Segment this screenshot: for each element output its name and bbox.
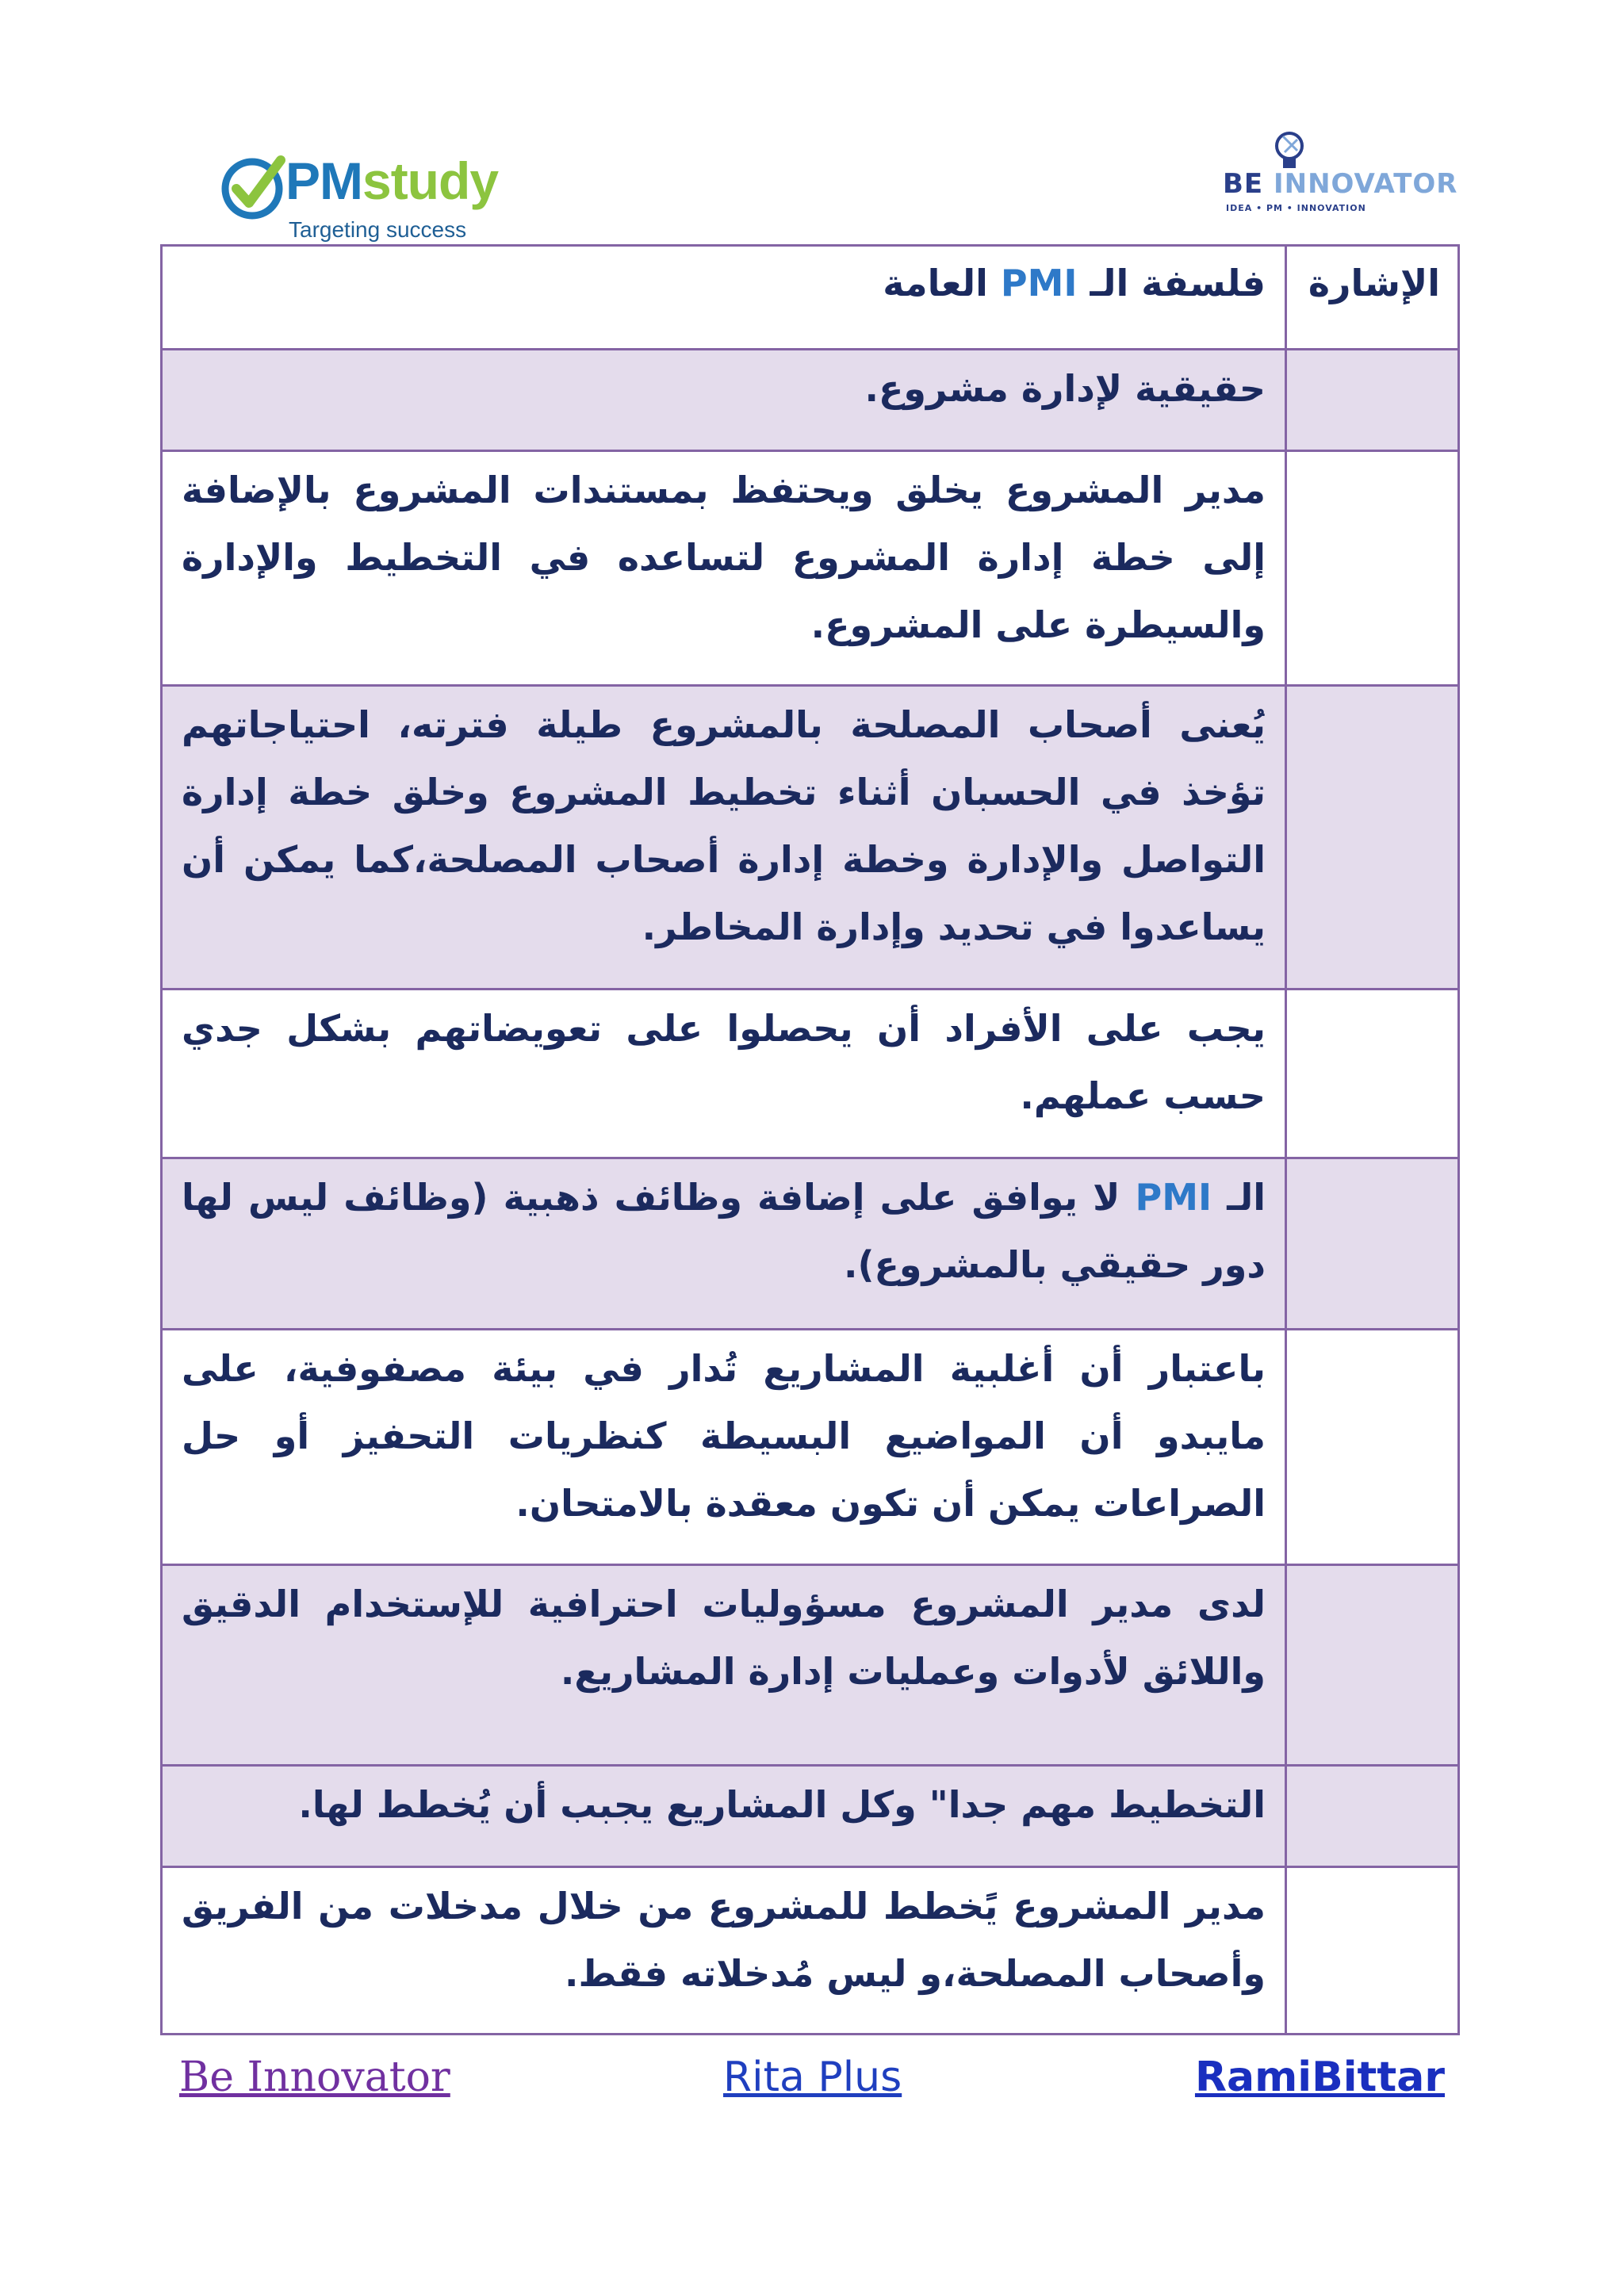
be-innovator-logo <box>1220 130 1458 217</box>
rita-plus-link[interactable]: Rita Plus <box>723 2054 902 2101</box>
mark-cell[interactable] <box>1286 451 1459 686</box>
be-innovator-wordmark <box>1223 168 1458 200</box>
content-cell <box>162 1330 1286 1565</box>
mark-cell[interactable] <box>1286 686 1459 990</box>
table-row <box>162 1766 1459 1867</box>
pmstudy-name-study: study <box>362 151 499 210</box>
row-text: يجب على الأفراد أن يحصلوا على تعويضاتهم بشكل جدي حسب عملهم. <box>182 1007 1266 1117</box>
row-text: يُعنى أصحاب المصلحة بالمشروع طيلة فترته، احتياجاتهم تؤخذ في الحسبان أثناء تخطيط المشروع وخلق خطة إدارة التواصل والإدارة وخطة إدارة أصحاب المصلحة،كما يمكن أن يساعدوا في تحديد وإدارة المخاطر. <box>182 703 1266 948</box>
table-row <box>162 686 1459 990</box>
row-text: باعتبار أن أغلبية المشاريع تُدار في بيئة مصفوفية، على مايبدو أن المواضيع البسيطة كنظريات التحفيز أو حل الصراعات يمكن أن تكون معقدة بالامتحان. <box>182 1347 1266 1525</box>
table-row <box>162 1158 1459 1330</box>
row-text: مدير المشروع يًخطط للمشروع من خلال مدخلات من الفريق وأصحاب المصلحة،و ليس مُدخلاته فقط. <box>182 1885 1266 1995</box>
row-text <box>163 1159 1285 1310</box>
header-title-prefix: فلسفة الـ <box>1077 262 1266 304</box>
row-text: التخطيط مهم جدا" وكل المشاريع يجبب أن يُخطط لها. <box>298 1783 1266 1826</box>
row-text: لدى مدير المشروع مسؤوليات احترافية للإستخدام الدقيق واللائق لأدوات وعمليات إدارة المشاريع. <box>182 1583 1266 1693</box>
table-row <box>162 1867 1459 2035</box>
mark-cell[interactable] <box>1286 1867 1459 2035</box>
mark-cell[interactable] <box>1286 350 1459 451</box>
pmi-label: PMI <box>1135 1176 1212 1219</box>
header-title <box>163 247 1285 328</box>
innovator-word: INNOVATOR <box>1273 168 1458 200</box>
content-cell <box>162 686 1286 990</box>
table-row <box>162 451 1459 686</box>
header-mark-cell <box>1286 246 1459 350</box>
be-innovator-tagline: IDEA • PM • INNOVATION <box>1226 203 1366 213</box>
table-row <box>162 350 1459 451</box>
header-title-suffix: العامة <box>883 262 1001 304</box>
row-text: حقيقية لإدارة مشروع. <box>864 367 1266 410</box>
pmstudy-name-pm: PM <box>285 151 362 210</box>
mark-cell[interactable] <box>1286 1330 1459 1565</box>
pmstudy-logo <box>219 147 536 243</box>
content-cell <box>162 451 1286 686</box>
mark-cell[interactable] <box>1286 1565 1459 1766</box>
be-word: BE <box>1223 168 1274 200</box>
mark-cell[interactable] <box>1286 1766 1459 1867</box>
mark-cell[interactable] <box>1286 990 1459 1158</box>
content-cell <box>162 990 1286 1158</box>
page-footer <box>0 2054 1624 2117</box>
pmi-label: PMI <box>1000 262 1078 304</box>
content-cell <box>162 1766 1286 1867</box>
table-row <box>162 1565 1459 1766</box>
table-header-row <box>162 246 1459 350</box>
page-header <box>0 0 1624 246</box>
pmstudy-tagline: Targeting success <box>289 217 467 242</box>
mark-cell[interactable] <box>1286 1158 1459 1330</box>
header-mark-label: الإشارة <box>1308 262 1440 304</box>
header-content-cell <box>162 246 1286 350</box>
content-cell <box>162 1158 1286 1330</box>
rami-bittar-link[interactable]: RamiBittar <box>1194 2054 1445 2101</box>
table-row <box>162 1330 1459 1565</box>
content-cell <box>162 1867 1286 2035</box>
table-row <box>162 990 1459 1158</box>
content-cell <box>162 350 1286 451</box>
row-text: مدير المشروع يخلق ويحتفظ بمستندات المشروع بالإضافة إلى خطة إدارة المشروع لتساعده في التخطيط والإدارة والسيطرة على المشروع. <box>182 469 1266 646</box>
content-cell <box>162 1565 1286 1766</box>
row-prefix: الـ <box>1212 1176 1266 1219</box>
pmstudy-wordmark <box>285 151 498 211</box>
be-innovator-link[interactable]: Be Innovator <box>179 2054 450 2101</box>
philosophy-table <box>160 244 1460 2035</box>
pmstudy-check-icon <box>219 152 289 222</box>
row-text-rest: لا يوافق على إضافة وظائف ذهبية (وظائف ليس لها دور حقيقي بالمشروع). <box>182 1176 1266 1286</box>
